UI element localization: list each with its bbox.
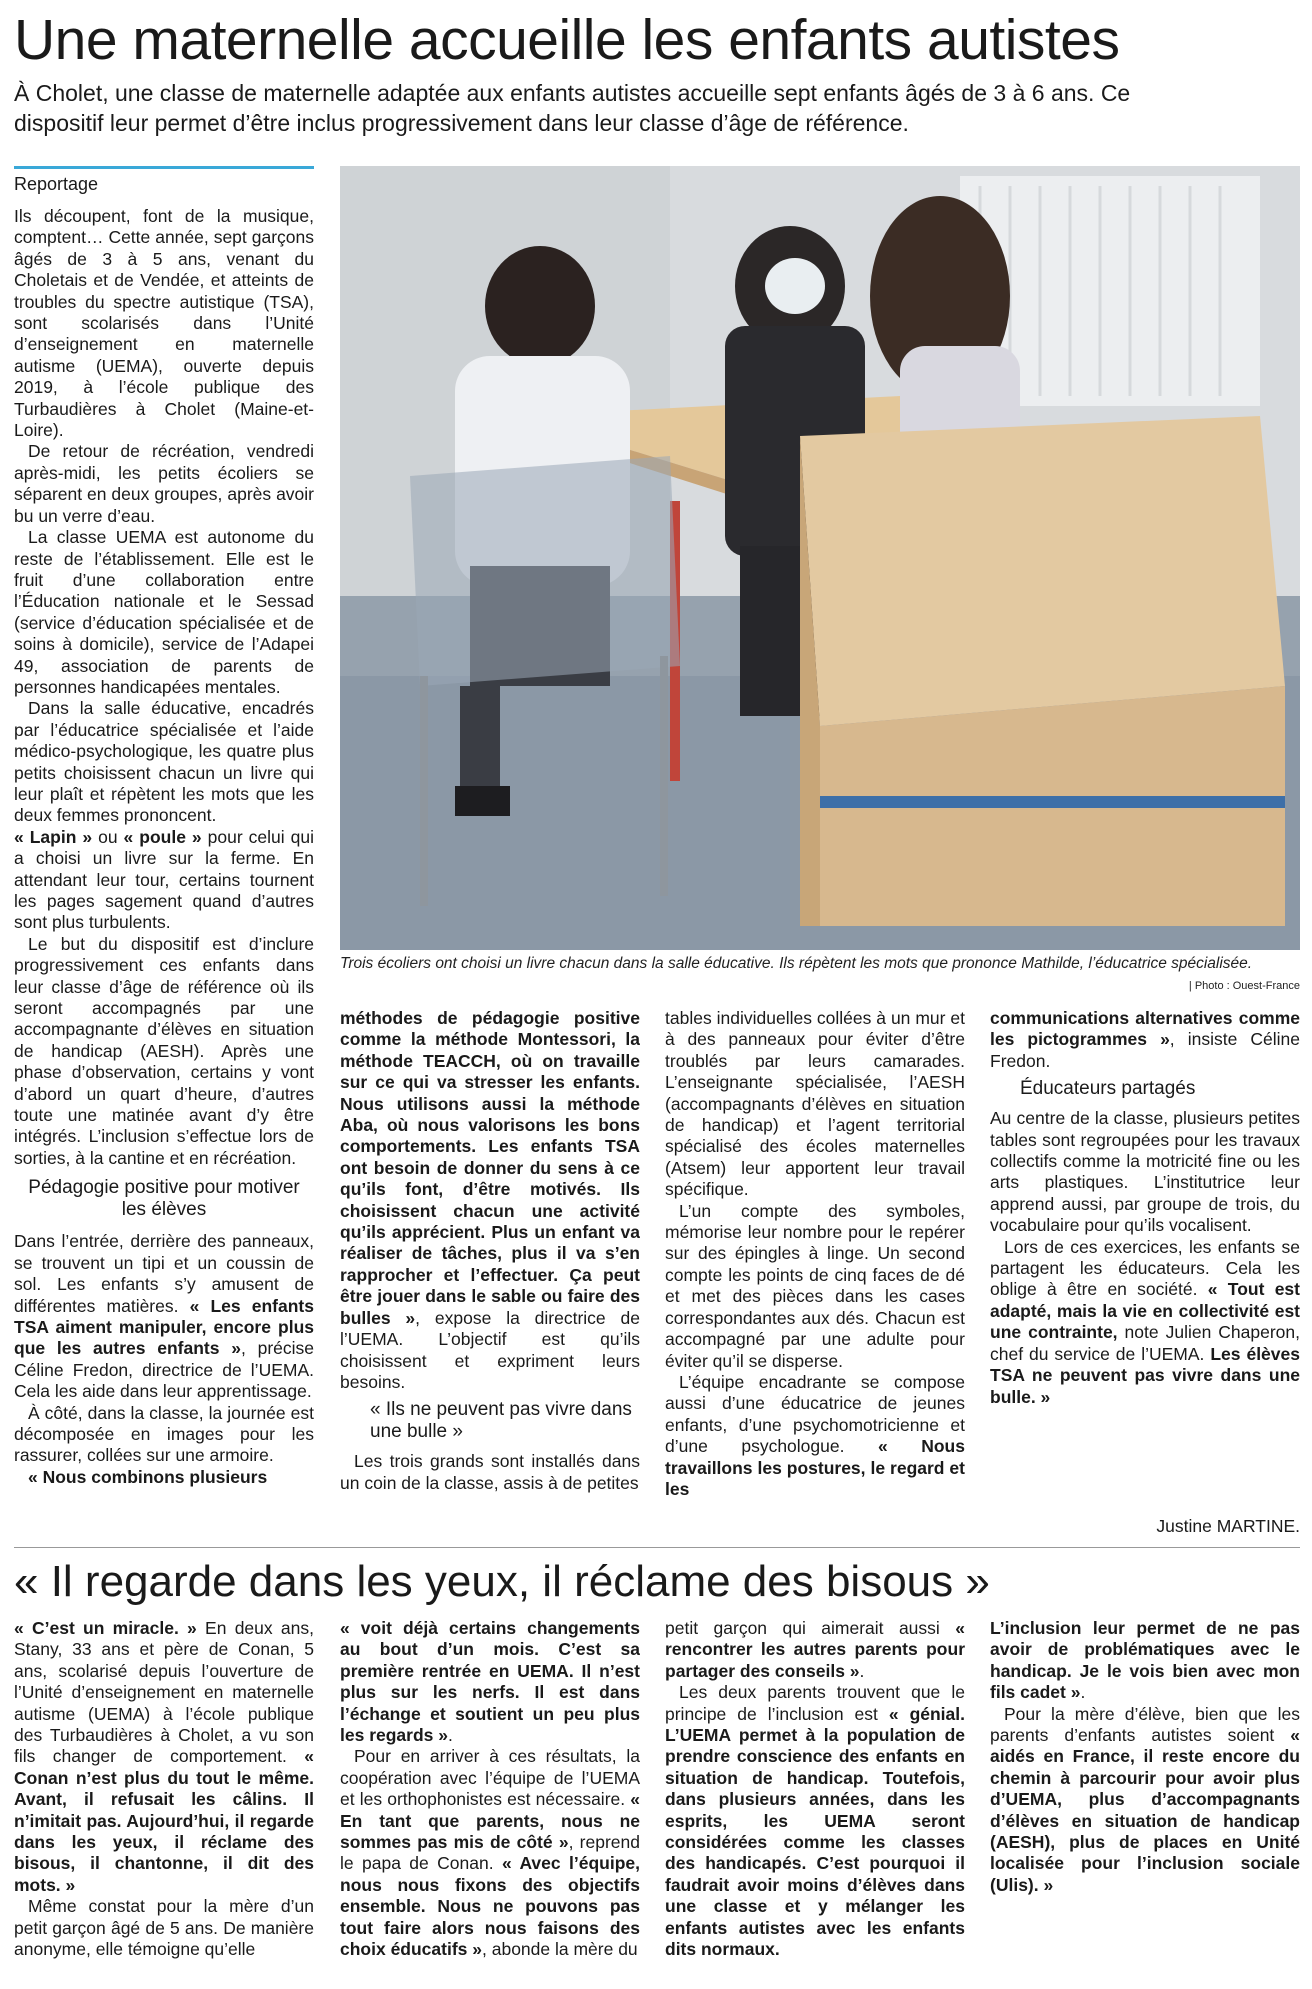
paragraph xyxy=(665,1682,965,1960)
paragraph xyxy=(14,1231,314,1402)
text: pour celui qui a choisi un livre sur la ferme. En attendant leur tour, certains tournent les pages sagement quand d’autres sont plus turbulents. xyxy=(14,826,314,933)
paragraph xyxy=(14,827,314,934)
paragraph: À côté, dans la classe, la journée est décomposée en images pour les rassurer, collées sur une armoire. xyxy=(14,1402,314,1466)
divider xyxy=(14,1547,1300,1548)
text: . xyxy=(1080,1682,1086,1703)
paragraph: L’un compte des symboles, mémorise leur nombre pour le repérer sur des épingles à linge. Un second compte les points de cinq faces de dé et met des pièces dans les cases correspondantes aux dés. Chacun est accompagné par une adulte pour éviter qu’il se disperse. xyxy=(665,1200,965,1371)
paragraph: Au centre de la classe, plusieurs petites tables sont regroupées pour les travaux collectifs comme la motricité fine ou les arts plastiques. L’institutrice leur apprend aussi, par groupe de trois, du vocabulaire pour qu’ils vocalisent. xyxy=(990,1108,1300,1236)
article-headline: Une maternelle accueille les enfants autistes xyxy=(14,8,1120,72)
article2-column-3 xyxy=(665,1618,965,1980)
text: , expose la directrice de l’UEMA. L’objectif est qu’ils choisissent et expriment leurs besoins. xyxy=(340,1307,640,1392)
paragraph: Le but du dispositif est d’inclure progressivement ces enfants dans leur classe d’âge de référence où ils seront accompagnés par une accompagnante d’élèves en situation de handicap (AESH). Après une phase d’observation, certains y vont d’abord un quart d’heure, d’autres toute une matinée avant d’y être intégrés. L’inclusion s’effectue lors de sorties, à la cantine et en récréation. xyxy=(14,933,314,1168)
paragraph: Ils découpent, font de la musique, comptent… Cette année, sept garçons âgés de 3 à 5 ans, venant du Choletais et de Vendée, et atteints de troubles du spectre autistique (TSA), sont scolarisés dans l’Unité d’enseignement en maternelle autisme (UEMA), ouverte depuis 2019, à l’école publique des Turbaudières à Cholet (Maine-et-Loire). xyxy=(14,206,314,441)
subheading: « Ils ne peuvent pas vivre dans une bulle » xyxy=(370,1399,632,1443)
paragraph xyxy=(665,1372,965,1500)
section-label: Reportage xyxy=(14,166,314,195)
paragraph: Dans la salle éducative, encadrés par l’éducatrice spécialisée et l’aide médico-psychologique, les quatre plus petits choisissent chacun un livre qui leur plaît et répètent les mots que les deux femmes prononcent. xyxy=(14,698,314,826)
paragraph: Les trois grands sont installés dans un coin de la classe, assis à de petites xyxy=(340,1451,640,1493)
quote: « Les enfants TSA aiment manipuler, encore plus que les autres enfants » xyxy=(14,1295,314,1359)
article2-column-1 xyxy=(14,1618,314,1980)
quote: « C’est un miracle. » xyxy=(14,1618,197,1638)
paragraph xyxy=(340,1008,640,1393)
text: . xyxy=(859,1660,865,1681)
quote: L’inclusion leur permet de ne pas avoir de problématiques avec le handicap. Je le vois bien avec mon fils cadet » xyxy=(990,1618,1300,1703)
quote: « En tant que parents, nous ne sommes pas mis de côté » xyxy=(340,1789,640,1853)
paragraph xyxy=(14,1467,314,1488)
text: Pour la mère d’élève, bien que les parents d’enfants autistes soient xyxy=(990,1703,1300,1746)
photo-credit: | Photo : Ouest-France xyxy=(1188,980,1300,992)
classroom-photo xyxy=(340,166,1300,950)
text: , abonde la mère du xyxy=(482,1939,638,1960)
paragraph: De retour de récréation, vendredi après-midi, les petits écoliers se séparent en deux groupes, après avoir bu un verre d’eau. xyxy=(14,441,314,526)
paragraph xyxy=(14,1618,314,1896)
text: Dans l’entrée, derrière des panneaux, se trouvent un tipi et un coussin de sol. Les enfants s’y amusent de différentes matières. xyxy=(14,1231,314,1316)
quote: « Avec l’équipe, nous nous fixons des objectifs ensemble. Nous ne pouvons pas tout faire alors nous faisons des choix éducatifs » xyxy=(340,1853,640,1960)
text: Pour en arriver à ces résultats, la coopération avec l’équipe de l’UEMA et les orthophonistes est nécessaire. xyxy=(340,1746,640,1810)
paragraph xyxy=(990,1618,1300,1704)
quote: méthodes de pédagogie positive comme la méthode Montessori, la méthode TEACCH, où on travaille sur ce qui va stresser les enfants. Nous utilisons aussi la méthode Aba, où nous valorisons les bons comportements. Les enfants TSA ont besoin de donner du sens à ce qu’ils font, d’être motivés. Ils choisissent chacun une activité qu’ils apprécient. Plus un enfant va réaliser de tâches, plus il va s’en rapprocher et l’effectuer. Ça peut être jouer dans le sable ou faire des bulles » xyxy=(340,1008,640,1328)
paragraph xyxy=(340,1746,640,1960)
text: note Julien Chaperon, chef du service de l’UEMA. xyxy=(990,1322,1300,1364)
article2-column-4 xyxy=(990,1618,1300,1980)
quote: « aidés en France, il reste encore du chemin à parcourir pour avoir plus d’UEMA, plus d’accompagnants d’élèves en situation de handicap (AESH), plus de places en Unité localisée pour l’inclusion sociale (Ulis). » xyxy=(990,1725,1300,1895)
quote: « Tout est adapté, mais la vie en collectivité est une contrainte, xyxy=(990,1279,1300,1343)
article2-headline: « Il regarde dans les yeux, il réclame des bisous » xyxy=(14,1557,990,1606)
quote: « poule » xyxy=(123,826,202,847)
text: , insiste Céline Fredon. xyxy=(990,1029,1300,1071)
article-photo xyxy=(340,166,1300,950)
quote: « Conan n’est plus du tout le même. Avant, il refusait les câlins. Il n’imitait pas. Aujourd’hui, il regarde dans les yeux, il réclame des bisous, il chantonne, il dit des mots. » xyxy=(14,1746,314,1895)
article-column-4 xyxy=(990,1008,1300,1508)
text: En deux ans, Stany, 33 ans et père de Conan, 5 ans, scolarisé depuis l’ouverture de l’Unité d’enseignement en maternelle autisme (UEMA) à l’école publique des Turbaudières à Cholet, a vu son fils changer de comportement. xyxy=(14,1618,314,1767)
text: Lors de ces exercices, les enfants se partagent les éducateurs. Cela les oblige à être en société. xyxy=(990,1236,1300,1300)
text: . xyxy=(447,1725,453,1746)
article2-column-2 xyxy=(340,1618,640,1980)
paragraph: La classe UEMA est autonome du reste de l’établissement. Elle est le fruit d’une collaboration entre l’Éducation nationale et le Sessad (service d’éducation spécialisée et de soins à domicile), service de l’Adapei 49, association de parents de personnes handicapées mentales. xyxy=(14,527,314,697)
article-column-1 xyxy=(14,206,314,1531)
quote: « Nous combinons plusieurs xyxy=(28,1466,268,1487)
quote: « génial. L’UEMA permet à la population de prendre conscience des enfants en situation de handicap. Toutefois, dans plusieurs années, dans les esprits, les UEMA seront considérées comme les classes des handicapés. C’est pourquoi il faudrait avoir moins d’élèves dans une classe et y mélanger les enfants autistes avec les enfants dits normaux. xyxy=(665,1703,965,1960)
quote: « rencontrer les autres parents pour partager des conseils » xyxy=(665,1618,965,1681)
quote: communications alternatives comme les pictogrammes » xyxy=(990,1008,1300,1050)
quote: « Lapin » xyxy=(14,826,93,847)
text: petit garçon qui aimerait aussi xyxy=(665,1618,940,1638)
text: ou xyxy=(92,826,124,847)
article-lead: À Cholet, une classe de maternelle adaptée aux enfants autistes accueille sept enfants âgés de 3 à 6 ans. Ce dispositif leur permet d’être inclus progressivement dans leur classe d’âge de référence. xyxy=(14,80,1131,136)
quote: Les élèves TSA ne peuvent pas vivre dans une bulle. » xyxy=(990,1343,1300,1407)
text: , reprend le papa de Conan. xyxy=(340,1832,640,1874)
paragraph xyxy=(990,1008,1300,1072)
paragraph xyxy=(340,1618,640,1746)
paragraph: tables individuelles collées à un mur et à des panneaux pour éviter d’être troublés par leurs camarades. L’enseignante spécialisée, l’AESH (accompagnants d’élèves en situation de handicap) et l’agent territorial spécialisé des écoles maternelles (Atsem) leur apportent leur travail spécifique. xyxy=(665,1008,965,1200)
text: , précise Céline Fredon, directrice de l’UEMA. Cela les aide dans leur apprentissage. xyxy=(14,1338,314,1402)
quote: « Nous travaillons les postures, le regard et les xyxy=(665,1436,965,1499)
paragraph xyxy=(665,1618,965,1682)
paragraph xyxy=(990,1237,1300,1408)
quote: « voit déjà certains changements au bout d’un mois. C’est sa première rentrée en UEMA. Il n’est plus sur les nerfs. Il est dans l’échange et soutient un peu plus les regards » xyxy=(340,1618,640,1746)
article-column-3 xyxy=(665,1008,965,1513)
text: L’équipe encadrante se compose aussi d’une éducatrice de jeunes enfants, d’une psychomotricienne et d’une psychologue. xyxy=(665,1371,965,1457)
text: Les deux parents trouvent que le principe de l’inclusion est xyxy=(665,1682,965,1724)
subheading: Éducateurs partagés xyxy=(1020,1078,1196,1100)
paragraph xyxy=(990,1704,1300,1897)
photo-caption: Trois écoliers ont choisi un livre chacun dans la salle éducative. Ils répètent les mots que prononce Mathilde, l’éducatrice spécialisée. xyxy=(340,955,1253,972)
paragraph: Même constat pour la mère d’un petit garçon âgé de 5 ans. De manière anonyme, elle témoigne qu’elle xyxy=(14,1896,314,1960)
article-column-2 xyxy=(340,1008,640,1513)
subheading: Pédagogie positive pour motiver les élèves xyxy=(28,1177,300,1221)
author-signature: Justine MARTINE. xyxy=(1156,1516,1300,1536)
